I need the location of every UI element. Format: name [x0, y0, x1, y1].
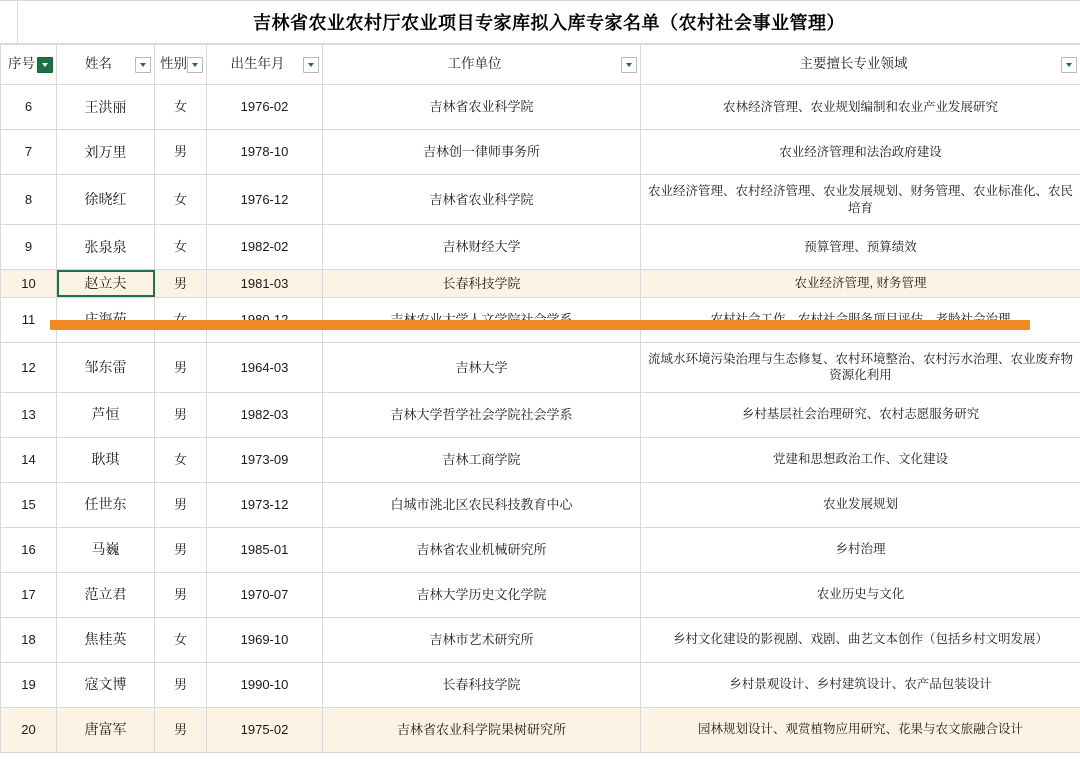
cell-name[interactable]: 刘万里: [57, 130, 155, 175]
cell-birth[interactable]: 1990-10: [207, 662, 323, 707]
table-header: [1, 45, 1080, 85]
column-header-org[interactable]: [323, 45, 641, 85]
chevron-down-icon: [1066, 63, 1072, 67]
cell-org[interactable]: 吉林创一律师事务所: [323, 130, 641, 175]
title-row-left-stub: [0, 1, 18, 43]
cell-birth[interactable]: 1973-09: [207, 437, 323, 482]
cell-org[interactable]: 长春科技学院: [323, 270, 641, 298]
table-row-selected[interactable]: [1, 270, 1080, 298]
column-header-birth-label: 出生年月: [230, 56, 285, 72]
cell-seq[interactable]: 18: [1, 617, 57, 662]
cell-org[interactable]: 吉林大学: [323, 342, 641, 392]
cell-gender[interactable]: 男: [155, 482, 207, 527]
cell-org[interactable]: 吉林大学历史文化学院: [323, 572, 641, 617]
filter-dropdown-icon-seq[interactable]: [37, 57, 53, 73]
cell-field[interactable]: 流域水环境污染治理与生态修复、农村环境整治、农村污水治理、农业废弃物资源化利用: [641, 342, 1080, 392]
column-header-gender-label: 性别: [160, 56, 187, 72]
column-header-seq-label: 序号: [8, 56, 35, 72]
cell-birth[interactable]: 1976-12: [207, 175, 323, 225]
cell-name[interactable]: 任世东: [57, 482, 155, 527]
table-row[interactable]: [1, 437, 1080, 482]
cell-org[interactable]: 吉林财经大学: [323, 225, 641, 270]
filter-dropdown-icon-org[interactable]: [621, 57, 637, 73]
table-row[interactable]: [1, 85, 1080, 130]
cell-birth[interactable]: 1973-12: [207, 482, 323, 527]
column-header-name[interactable]: [57, 45, 155, 85]
cell-birth[interactable]: 1985-01: [207, 527, 323, 572]
column-header-birth[interactable]: [207, 45, 323, 85]
cell-gender[interactable]: 女: [155, 175, 207, 225]
table-row[interactable]: [1, 130, 1080, 175]
cell-birth[interactable]: 1982-03: [207, 392, 323, 437]
cell-org[interactable]: 吉林省农业科学院果树研究所: [323, 707, 641, 752]
cell-org[interactable]: 吉林工商学院: [323, 437, 641, 482]
cell-gender[interactable]: 男: [155, 130, 207, 175]
cell-name[interactable]: 焦桂英: [57, 617, 155, 662]
cell-gender[interactable]: 女: [155, 617, 207, 662]
cell-birth[interactable]: 1982-02: [207, 225, 323, 270]
cell-birth[interactable]: 1981-03: [207, 270, 323, 298]
table-row[interactable]: [1, 482, 1080, 527]
cell-seq[interactable]: 17: [1, 572, 57, 617]
cell-gender[interactable]: 女: [155, 85, 207, 130]
table-row[interactable]: [1, 527, 1080, 572]
cell-birth[interactable]: 1964-03: [207, 342, 323, 392]
chevron-down-icon: [42, 63, 48, 67]
cell-org[interactable]: 吉林省农业科学院: [323, 175, 641, 225]
cell-org[interactable]: 吉林省农业机械研究所: [323, 527, 641, 572]
cell-org[interactable]: 吉林市艺术研究所: [323, 617, 641, 662]
column-header-gender[interactable]: [155, 45, 207, 85]
cell-seq[interactable]: 20: [1, 707, 57, 752]
cell-field[interactable]: 农业发展规划: [641, 482, 1080, 527]
cell-birth[interactable]: 1978-10: [207, 130, 323, 175]
cell-gender[interactable]: 女: [155, 225, 207, 270]
page-title: 吉林省农业农村厅农业项目专家库拟入库专家名单（农村社会事业管理）: [253, 13, 845, 33]
document-title-row: [0, 0, 1080, 44]
cell-seq[interactable]: 12: [1, 342, 57, 392]
table-row[interactable]: [1, 225, 1080, 270]
cell-gender[interactable]: 男: [155, 392, 207, 437]
orange-highlight-marker: [50, 320, 1030, 330]
cell-name[interactable]: 寇文博: [57, 662, 155, 707]
table-row[interactable]: [1, 662, 1080, 707]
cell-seq[interactable]: 11: [1, 297, 57, 342]
cell-name[interactable]: 芦恒: [57, 392, 155, 437]
filter-dropdown-icon-name[interactable]: [135, 57, 151, 73]
cell-seq[interactable]: 7: [1, 130, 57, 175]
table-row[interactable]: [1, 175, 1080, 225]
table-row[interactable]: [1, 617, 1080, 662]
chevron-down-icon: [308, 63, 314, 67]
cell-seq[interactable]: 15: [1, 482, 57, 527]
cell-name[interactable]: 张泉泉: [57, 225, 155, 270]
table-header-row: [1, 45, 1080, 85]
filter-dropdown-icon-field[interactable]: [1061, 57, 1077, 73]
cell-field[interactable]: 农业经济管理, 财务管理: [641, 270, 1080, 298]
table-row[interactable]: [1, 392, 1080, 437]
table-row[interactable]: [1, 342, 1080, 392]
cell-gender[interactable]: 男: [155, 270, 207, 298]
cell-seq[interactable]: 14: [1, 437, 57, 482]
column-header-seq[interactable]: [1, 45, 57, 85]
cell-gender[interactable]: 男: [155, 342, 207, 392]
cell-name[interactable]: 耿琪: [57, 437, 155, 482]
cell-seq[interactable]: 10: [1, 270, 57, 298]
chevron-down-icon: [140, 63, 146, 67]
column-header-field[interactable]: [641, 45, 1080, 85]
expert-list-table: [0, 44, 1080, 753]
cell-name-selected[interactable]: 赵立夫: [57, 270, 155, 298]
column-header-org-label: 工作单位: [447, 56, 502, 72]
cell-field[interactable]: 乡村景观设计、乡村建筑设计、农产品包装设计: [641, 662, 1080, 707]
cell-birth[interactable]: 1970-07: [207, 572, 323, 617]
table-row[interactable]: [1, 572, 1080, 617]
cell-birth[interactable]: 1975-02: [207, 707, 323, 752]
cell-org[interactable]: 吉林大学哲学社会学院社会学系: [323, 392, 641, 437]
cell-name[interactable]: 范立君: [57, 572, 155, 617]
chevron-down-icon: [192, 63, 198, 67]
chevron-down-icon: [626, 63, 632, 67]
cell-seq[interactable]: 9: [1, 225, 57, 270]
cell-birth[interactable]: 1976-02: [207, 85, 323, 130]
cell-org[interactable]: 吉林省农业科学院: [323, 85, 641, 130]
cell-gender[interactable]: 女: [155, 437, 207, 482]
cell-name[interactable]: 王洪丽: [57, 85, 155, 130]
cell-org[interactable]: 白城市洮北区农民科技教育中心: [323, 482, 641, 527]
cell-seq[interactable]: 13: [1, 392, 57, 437]
cell-gender[interactable]: 男: [155, 572, 207, 617]
cell-field[interactable]: 乡村基层社会治理研究、农村志愿服务研究: [641, 392, 1080, 437]
cell-gender[interactable]: 男: [155, 527, 207, 572]
column-header-name-label: 姓名: [85, 56, 112, 72]
cell-gender[interactable]: 男: [155, 662, 207, 707]
cell-field[interactable]: 农林经济管理、农业规划编制和农业产业发展研究: [641, 85, 1080, 130]
cell-name[interactable]: 唐富军: [57, 707, 155, 752]
cell-seq[interactable]: 19: [1, 662, 57, 707]
cell-field[interactable]: 农业经济管理和法治政府建设: [641, 130, 1080, 175]
cell-seq[interactable]: 16: [1, 527, 57, 572]
cell-field[interactable]: 农业历史与文化: [641, 572, 1080, 617]
table-body: [1, 85, 1080, 753]
cell-field[interactable]: 乡村文化建设的影视剧、戏剧、曲艺文本创作（包括乡村文明发展）: [641, 617, 1080, 662]
filter-dropdown-icon-gender[interactable]: [187, 57, 203, 73]
column-header-field-label: 主要擅长专业领域: [799, 56, 908, 72]
cell-field[interactable]: 乡村治理: [641, 527, 1080, 572]
filter-dropdown-icon-birth[interactable]: [303, 57, 319, 73]
cell-name[interactable]: 徐晓红: [57, 175, 155, 225]
cell-org[interactable]: 长春科技学院: [323, 662, 641, 707]
cell-birth[interactable]: 1969-10: [207, 617, 323, 662]
cell-gender[interactable]: 男: [155, 707, 207, 752]
cell-seq[interactable]: 8: [1, 175, 57, 225]
cell-name[interactable]: 马巍: [57, 527, 155, 572]
cell-seq[interactable]: 6: [1, 85, 57, 130]
cell-name[interactable]: 邹东雷: [57, 342, 155, 392]
cell-field[interactable]: 园林规划设计、观赏植物应用研究、花果与农文旅融合设计: [641, 707, 1080, 752]
cell-field[interactable]: 农业经济管理、农村经济管理、农业发展规划、财务管理、农业标准化、农民培育: [641, 175, 1080, 225]
cell-field[interactable]: 预算管理、预算绩效: [641, 225, 1080, 270]
table-row[interactable]: [1, 707, 1080, 752]
cell-field[interactable]: 党建和思想政治工作、文化建设: [641, 437, 1080, 482]
